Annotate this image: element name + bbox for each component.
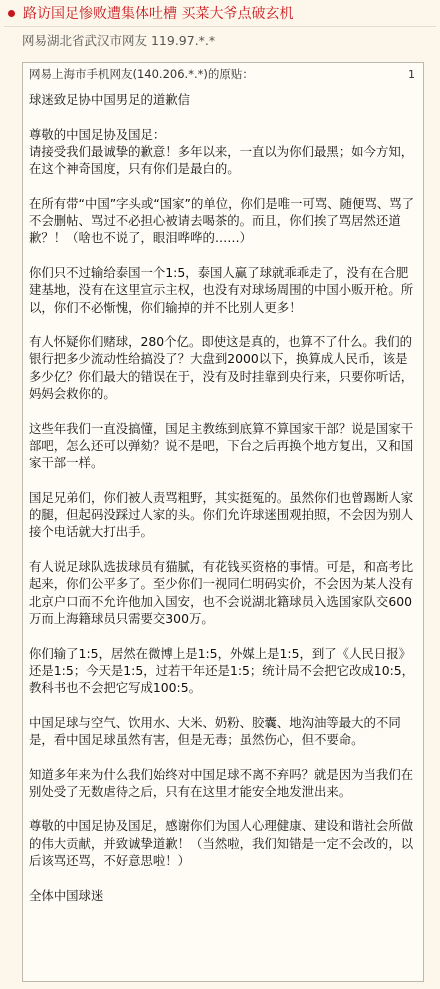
letter-paragraph: 有人说足球队选拔球员有猫腻，有花钱买资格的事情。可是，和高考比起来，你们公平多了。至少你们一视同仁明码实价，不会因为某人没有北京户口而不允许他加入国安，也不会说湖北籍球员入选国家队交600万而上海籍球员只需要交300万。 [29, 559, 414, 626]
letter-paragraph: 尊敬的中国足协及国足，感谢你们为国人心理健康、建设和谐社会所做的伟大贡献，并致诚挚道歉！（当然啦，我们知错是一定不会改的，以后该骂还骂，不好意思啦！） [29, 818, 414, 869]
bullet-icon [8, 10, 15, 17]
quoted-post [22, 62, 424, 982]
letter-paragraph: 你们只不过输给泰国一个1:5，泰国人赢了球就乖乖走了，没有在合肥建基地，没有在这里宣示主权，也没有对球场周围的中国小贩开枪。所以，你们不必惭愧，你们输掉的并不比别人更多！ [29, 264, 414, 315]
letter-paragraph: 知道多年来为什么我们始终对中国足球不离不弃吗？就是因为当我们在别处受了无数虐待之后，只有在这里才能安全地发泄出来。 [29, 766, 414, 799]
floor-number: 1 [408, 67, 415, 81]
reply-author: 网易湖北省武汉市网友 119.97.*.* [22, 33, 216, 48]
letter-paragraph: 你们输了1:5，居然在微博上是1:5，外媒上是1:5，到了《人民日报》还是1:5；今天是1:5，过若干年还是1:5；统计局不会把它改成10:5，教科书也不会把它写成100:5。 [29, 645, 415, 696]
letter-paragraph: 这些年我们一直没搞懂，国足主教练到底算不算国家干部？说是国家干部吧，怎么还可以弹劾？说不是吧，下台之后再换个地方复出，又和国家干部一样。 [29, 420, 414, 471]
letter-title: 球迷致足协中国男足的道歉信 [29, 92, 191, 107]
letter-signature: 全体中国球迷 [29, 887, 104, 903]
letter-paragraph: 有人怀疑你们赌球，280个亿。即使这是真的，也算不了什么。我们的银行把多少流动性给搞没了？大盘到2000以下，换算成人民币，该是多少亿？你们最大的错误在于，没有及时挂靠到央行来，只要你听话，妈妈会救你的。 [29, 334, 414, 402]
quoted-post-body [23, 85, 423, 904]
letter-paragraph: 中国足球与空气、饮用水、大米、奶粉、胶囊、地沟油等最大的不同是，看中国足球虽然有害，但是无毒；虽然伤心，但不要命。 [29, 714, 401, 747]
thread-title-bar [0, 0, 440, 26]
quoted-post-header [23, 63, 423, 85]
quoted-post-source: 网易上海市手机网友(140.206.*.*)的原贴： [29, 67, 254, 81]
letter-paragraph: 国足兄弟们，你们被人责骂粗野，其实挺冤的。虽然你们也曾踢断人家的腿，但起码没踩过人家的头。你们允许球迷围观拍照，不会因为别人接个电话就大打出手。 [29, 489, 414, 540]
letter-paragraph: 在所有带“中国”字头或“国家”的单位，你们是唯一可骂、随便骂、骂了不会删帖、骂过不必担心被请去喝茶的。而且，你们挨了骂居然还道歉？！（啥也不说了，眼泪哗哗的……） [29, 195, 415, 246]
letter-paragraph: 请接受我们最诚挚的歉意！多年以来，一直以为你们最黑；如今方知，在这个神奇国度，只有你们是最白的。 [29, 143, 414, 177]
letter-salutation: 尊敬的中国足协及国足： [29, 126, 166, 142]
topic-title-link[interactable]: 路访国足惨败遭集体吐槽 买菜大爷点破玄机 [23, 6, 294, 22]
